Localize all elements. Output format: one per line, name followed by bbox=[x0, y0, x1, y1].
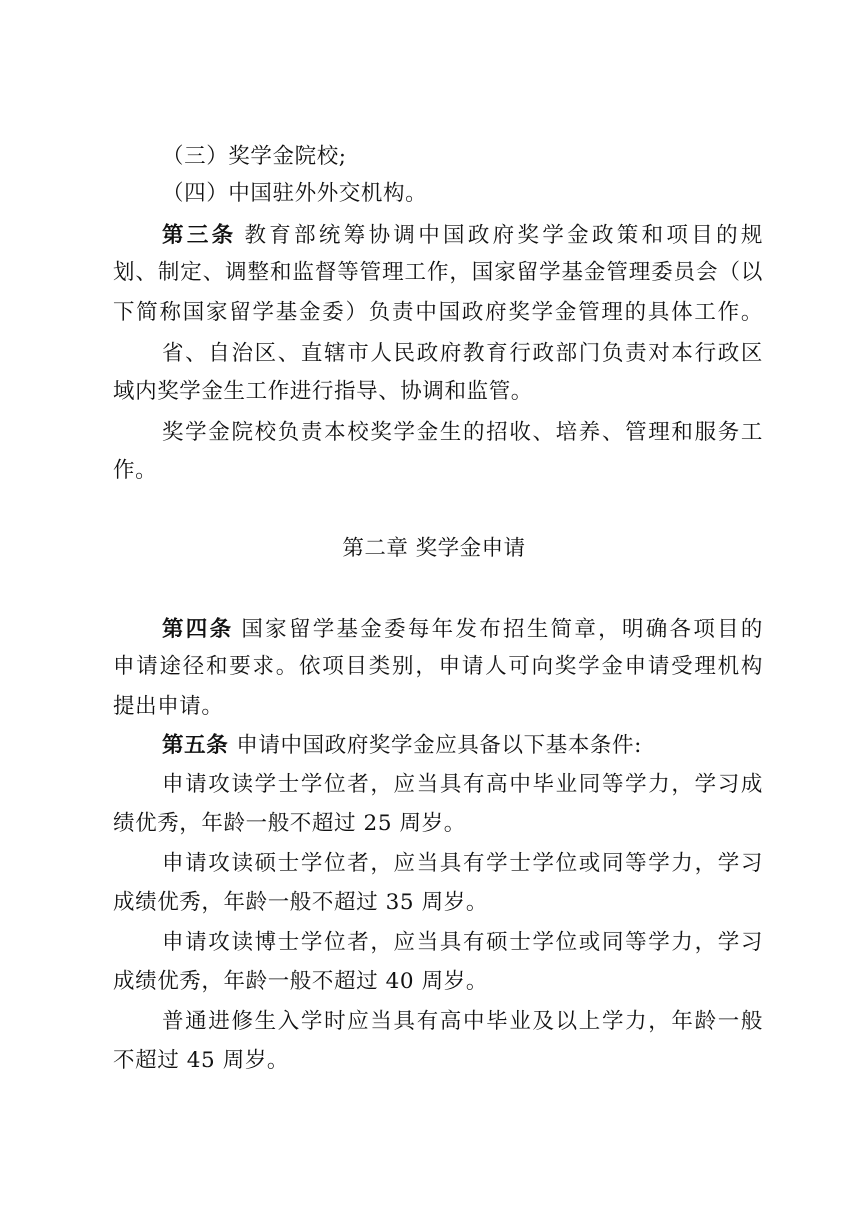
article-5-line-1: 第五条 申请中国政府奖学金应具备以下基本条件: bbox=[162, 733, 642, 758]
list-item-3: （三）奖学金院校; bbox=[162, 144, 347, 169]
article-3-line-3: 下简称国家留学基金委）负责中国政府奖学金管理的具体工作。 bbox=[113, 300, 763, 325]
general-line-2: 不超过 45 周岁。 bbox=[113, 1048, 290, 1073]
master-line-2: 成绩优秀，年龄一般不超过 35 周岁。 bbox=[113, 890, 488, 915]
article-5-label: 第五条 bbox=[162, 733, 229, 758]
article-4-line-2: 申请途径和要求。依项目类别，申请人可向奖学金申请受理机构 bbox=[113, 654, 763, 679]
bachelor-line-2: 绩优秀，年龄一般不超过 25 周岁。 bbox=[113, 811, 466, 836]
chapter-2-title: 第二章 奖学金申请 bbox=[342, 536, 526, 561]
doctor-line-2: 成绩优秀，年龄一般不超过 40 周岁。 bbox=[113, 969, 488, 994]
article-3-para2-line-2: 域内奖学金生工作进行指导、协调和监管。 bbox=[113, 379, 533, 404]
article-4-label: 第四条 bbox=[162, 617, 234, 642]
article-3-line-2: 划、制定、调整和监督等管理工作，国家留学基金管理委员会（以 bbox=[113, 260, 763, 285]
doctor-line-1: 申请攻读博士学位者，应当具有硕士学位或同等学力，学习 bbox=[162, 930, 763, 955]
article-4-line-3: 提出申请。 bbox=[113, 694, 224, 719]
article-3-line-1: 第三条 教育部统筹协调中国政府奖学金政策和项目的规 bbox=[162, 223, 763, 248]
general-line-1: 普通进修生入学时应当具有高中毕业及以上学力，年龄一般 bbox=[162, 1009, 763, 1034]
article-3-para2-line-1: 省、自治区、直辖市人民政府教育行政部门负责对本行政区 bbox=[162, 341, 763, 366]
article-3-label: 第三条 bbox=[162, 223, 237, 248]
bachelor-line-1: 申请攻读学士学位者，应当具有高中毕业同等学力，学习成 bbox=[162, 772, 763, 797]
article-3-para3-line-2: 作。 bbox=[113, 458, 158, 483]
article-4-line-1: 第四条 国家留学基金委每年发布招生简章，明确各项目的 bbox=[162, 617, 764, 642]
article-3-para3-line-1: 奖学金院校负责本校奖学金生的招收、培养、管理和服务工 bbox=[162, 420, 763, 445]
list-item-4: （四）中国驻外外交机构。 bbox=[162, 181, 428, 206]
master-line-1: 申请攻读硕士学位者，应当具有学士学位或同等学力，学习 bbox=[162, 851, 763, 876]
